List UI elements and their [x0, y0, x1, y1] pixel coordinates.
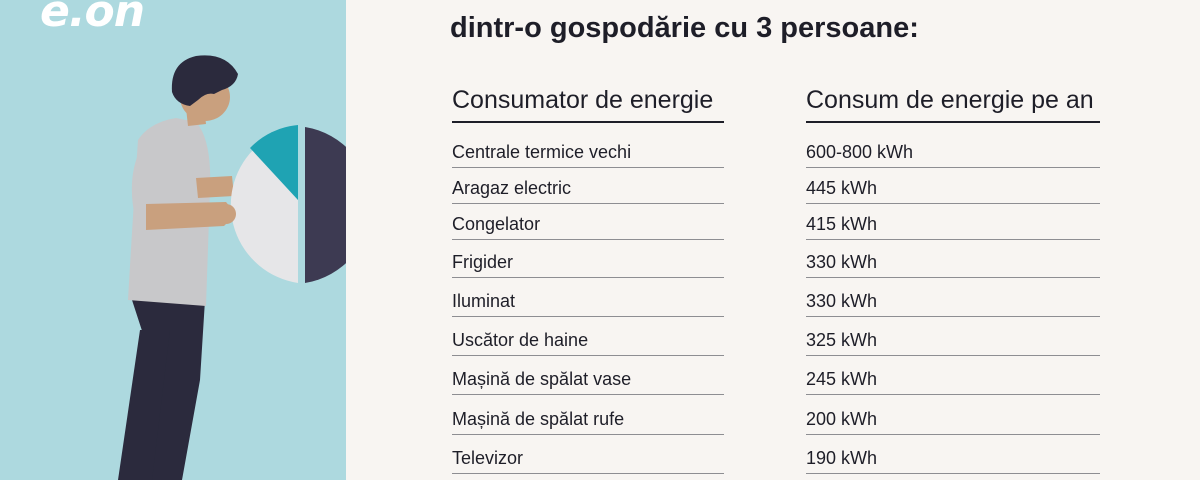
- consumption-cell: 330 kWh: [806, 291, 1100, 317]
- consumption-cell: 200 kWh: [806, 409, 1100, 435]
- consumer-cell: Congelator: [452, 214, 724, 240]
- consumer-cell: Frigider: [452, 252, 724, 278]
- consumption-cell: 600-800 kWh: [806, 142, 1100, 168]
- consumer-cell: Mașină de spălat rufe: [452, 409, 724, 435]
- consumer-cell: Centrale termice vechi: [452, 142, 724, 168]
- consumption-cell: 325 kWh: [806, 330, 1100, 356]
- consumer-cell: Aragaz electric: [452, 178, 724, 204]
- consumption-cell: 445 kWh: [806, 178, 1100, 204]
- consumer-cell: Uscător de haine: [452, 330, 724, 356]
- pie-chart-graphic: [231, 125, 346, 283]
- consumer-cell: Televizor: [452, 448, 724, 474]
- column-header-consumption: Consum de energie pe an: [806, 86, 1100, 123]
- consumption-cell: 415 kWh: [806, 214, 1100, 240]
- person-with-pie-chart-illustration: [0, 0, 346, 480]
- column-header-consumer: Consumator de energie: [452, 86, 724, 123]
- consumer-cell: Mașină de spălat vase: [452, 369, 724, 395]
- consumption-cell: 245 kWh: [806, 369, 1100, 395]
- brand-logo: e.on: [40, 0, 145, 37]
- consumption-cell: 330 kWh: [806, 252, 1100, 278]
- page-headline: dintr-o gospodărie cu 3 persoane:: [450, 12, 919, 44]
- illustration-panel: [0, 0, 346, 480]
- consumption-cell: 190 kWh: [806, 448, 1100, 474]
- consumer-cell: Iluminat: [452, 291, 724, 317]
